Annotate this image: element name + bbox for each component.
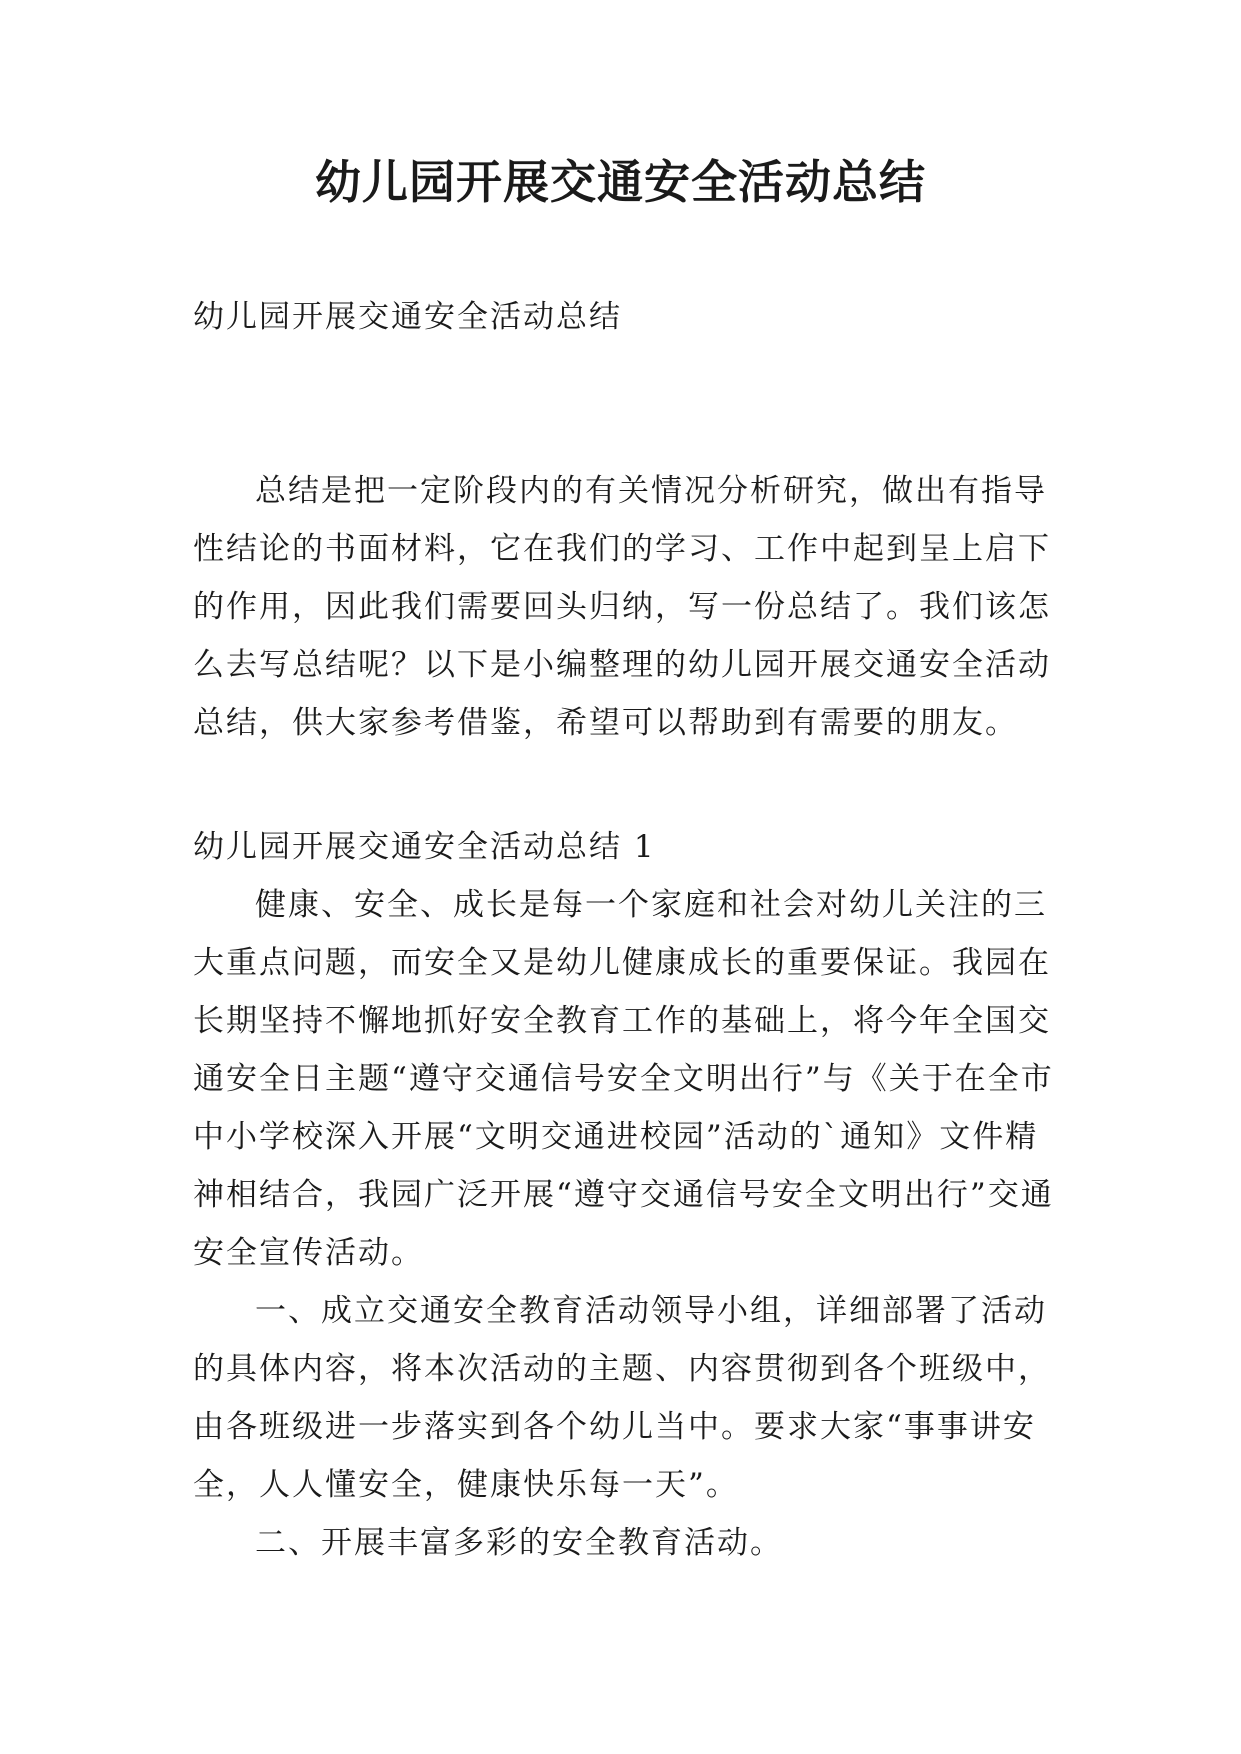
- section-1: [193, 818, 1057, 1572]
- body-paragraph-1: 健康、安全、成长是每一个家庭和社会对幼儿关注的三大重点问题，而安全又是幼儿健康成长的重要保证。我园在长期坚持不懈地抓好安全教育工作的基础上，将今年全国交通安全日主题“遵守交通信号安全文明出行”与《关于在全市中小学校深入开展“文明交通进校园”活动的`通知》文件精神相结合，我园广泛开展“遵守交通信号安全文明出行”交通安全宣传活动。: [193, 887, 1054, 1271]
- body-paragraph-3: 二、开展丰富多彩的安全教育活动。: [255, 1525, 783, 1561]
- subtitle-text: 幼儿园开展交通安全活动总结: [193, 299, 622, 335]
- document-subtitle: [193, 288, 1057, 346]
- intro-paragraph: [193, 462, 1057, 752]
- document-title: 幼儿园开展交通安全活动总结: [315, 155, 926, 209]
- body-paragraph-2: 一、成立交通安全教育活动领导小组，详细部署了活动的具体内容，将本次活动的主题、内容贯彻到各个班级中，由各班级进一步落实到各个幼儿当中。要求大家“事事讲安全，人人懂安全，健康快乐每一天”。: [193, 1293, 1051, 1503]
- intro-text: 总结是把一定阶段内的有关情况分析研究，做出有指导性结论的书面材料，它在我们的学习、工作中起到呈上启下的作用，因此我们需要回头归纳，写一份总结了。我们该怎么去写总结呢？以下是小编整理的幼儿园开展交通安全活动总结，供大家参考借鉴，希望可以帮助到有需要的朋友。: [193, 473, 1051, 741]
- section-heading: 幼儿园开展交通安全活动总结 1: [193, 829, 656, 865]
